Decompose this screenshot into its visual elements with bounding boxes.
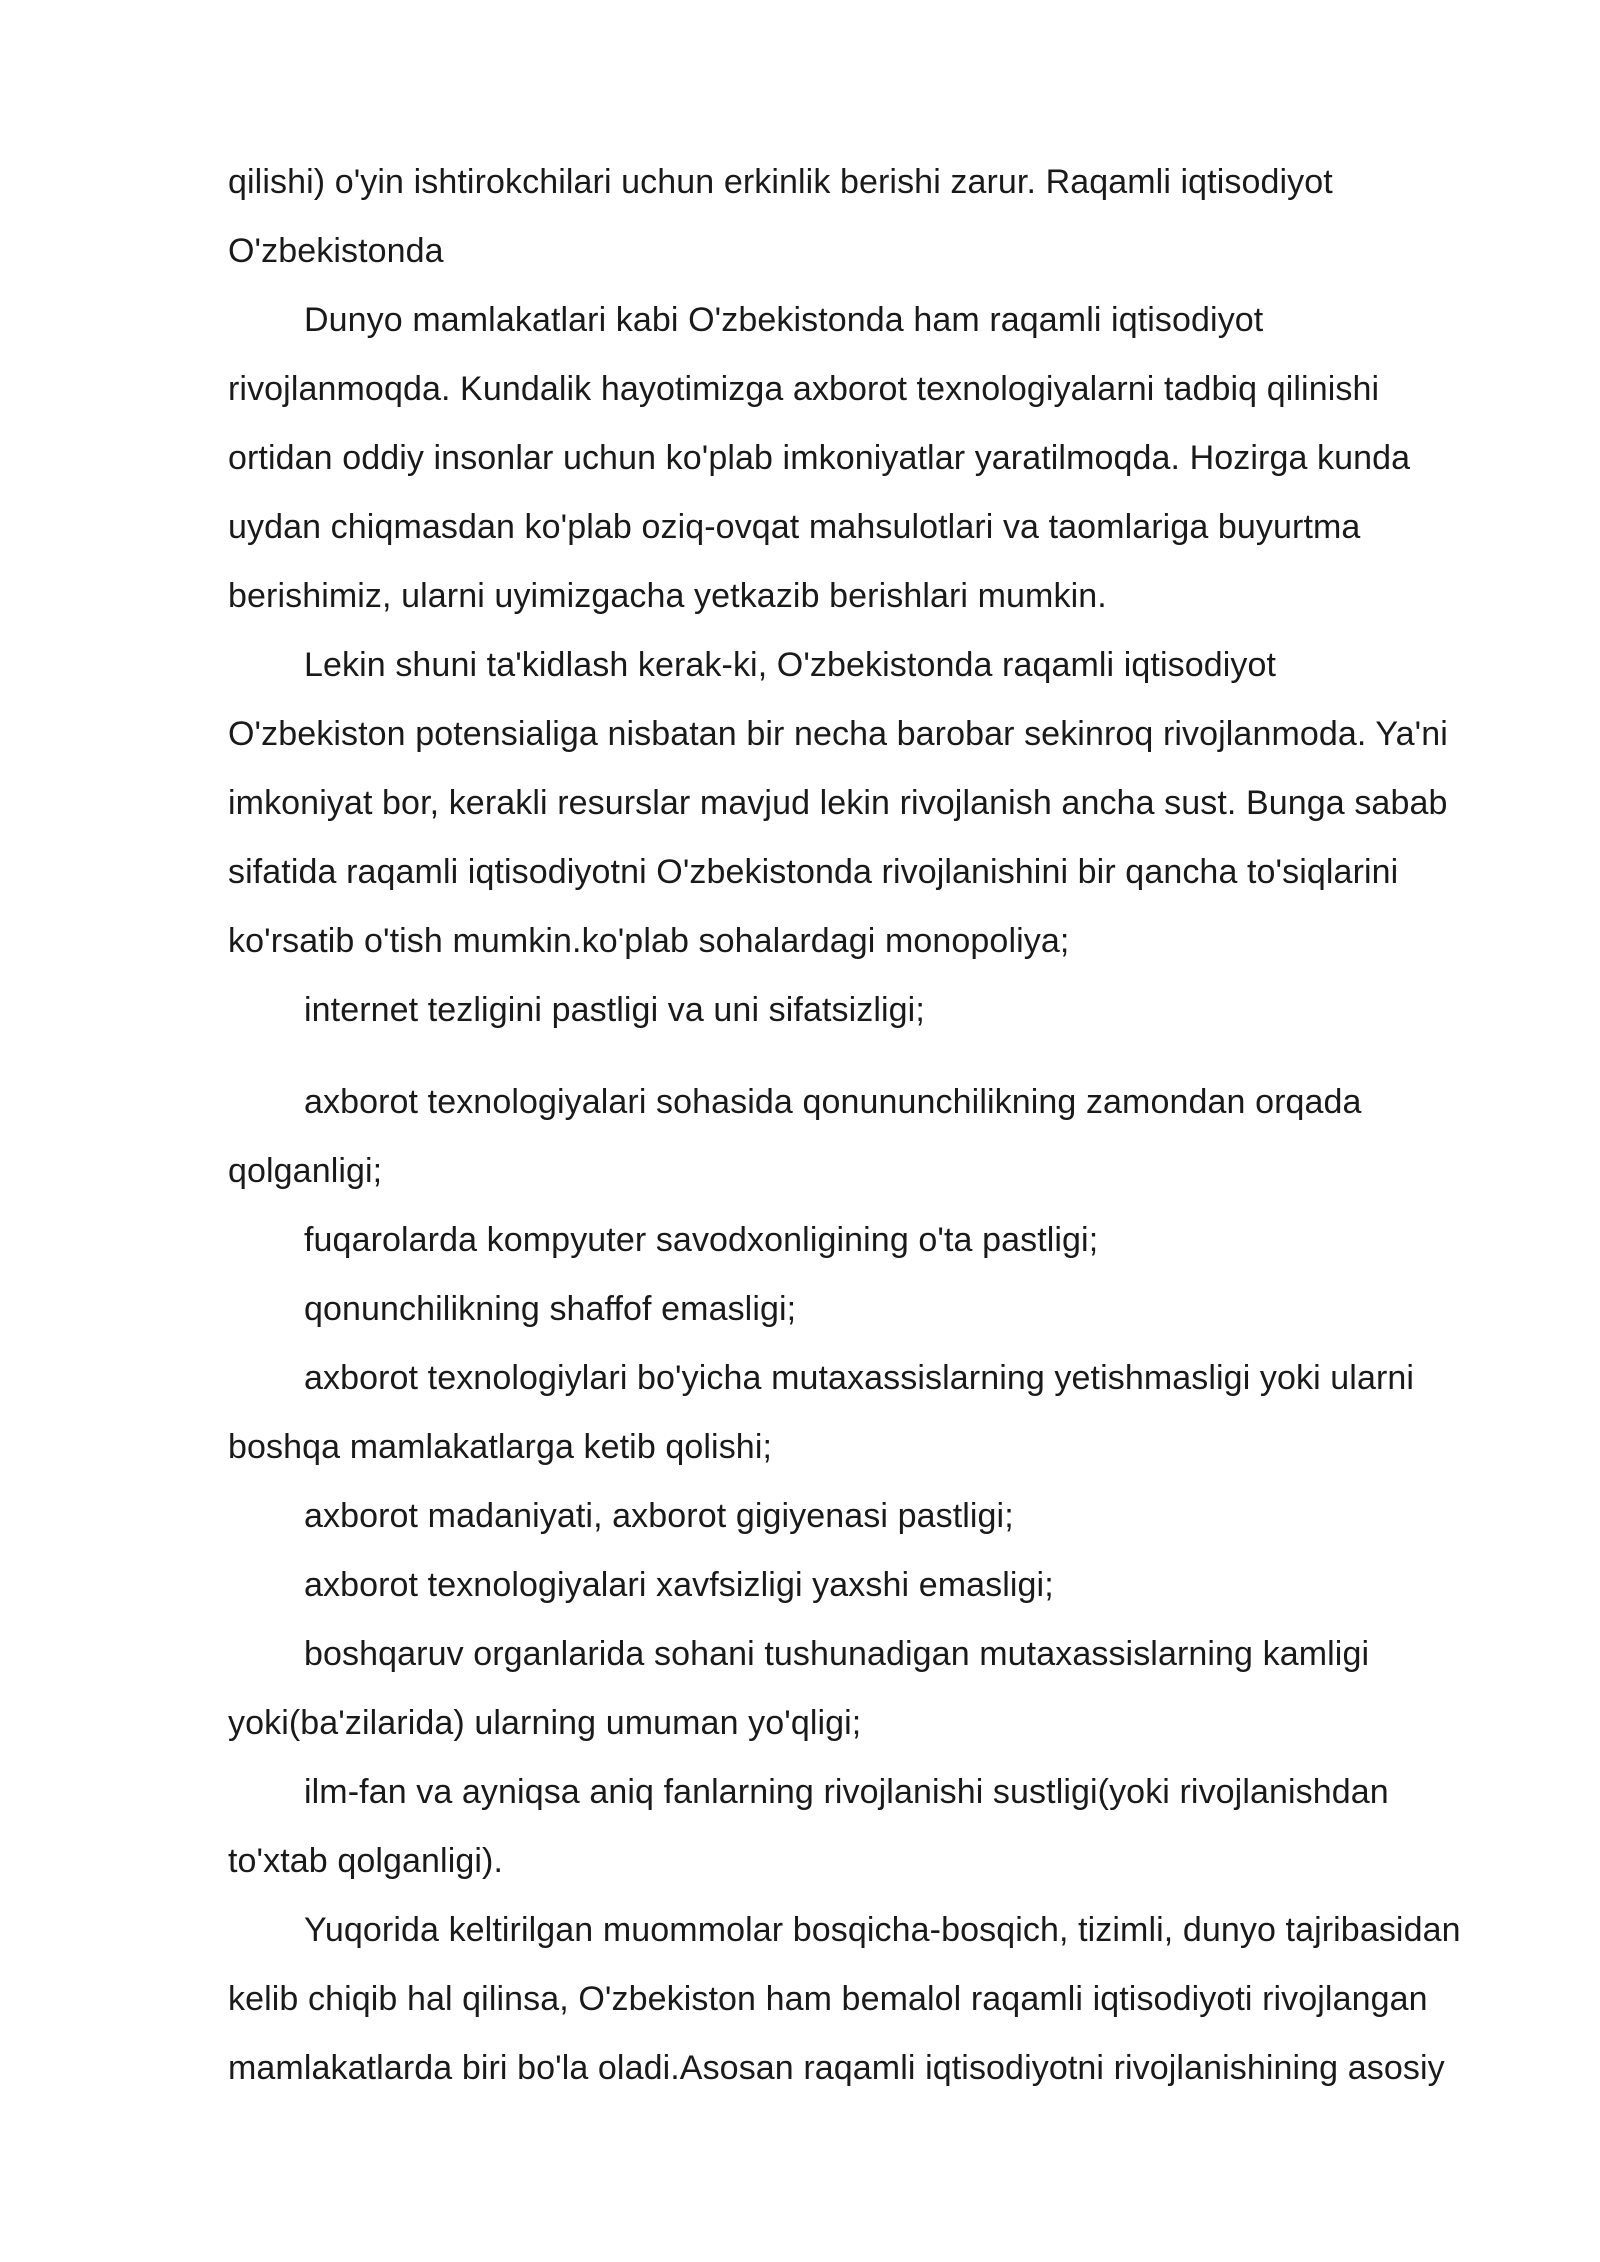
text-line: boshqa mamlakatlarga ketib qolishi; <box>228 1428 773 1466</box>
text-line: mamlakatlarda biri bo'la oladi.Asosan raqamli iqtisodiyotni rivojlanishining asosiy <box>228 2049 1445 2087</box>
text-line: yoki(ba'zilarida) ularning umuman yo'qligi; <box>228 1704 862 1742</box>
list-item-line: axborot texnologiyalari sohasida qonununchilikning zamondan orqada <box>304 1083 1362 1121</box>
text-line: imkoniyat bor, kerakli resurslar mavjud lekin rivojlanish ancha sust. Bunga sabab <box>228 784 1448 822</box>
text-line: rivojlanmoqda. Kundalik hayotimizga axborot texnologiyalarni tadbiq qilinishi <box>228 370 1380 408</box>
list-item-line: axborot texnologiyalari xavfsizligi yaxshi emasligi; <box>304 1566 1054 1604</box>
text-line: to'xtab qolganligi). <box>228 1842 503 1880</box>
text-line: O'zbekiston potensialiga nisbatan bir necha barobar sekinroq rivojlanmoda. Ya'ni <box>228 715 1448 753</box>
list-item-line: axborot madaniyati, axborot gigiyenasi pastligi; <box>304 1497 1014 1535</box>
list-item-line: fuqarolarda kompyuter savodxonligining o'ta pastligi; <box>304 1221 1099 1259</box>
text-line: O'zbekistonda <box>228 232 444 270</box>
list-item-line: internet tezligini pastligi va uni sifatsizligi; <box>304 991 925 1029</box>
text-line: ko'rsatib o'tish mumkin.ko'plab sohalardagi monopoliya; <box>228 922 1070 960</box>
paragraph-first-line: Lekin shuni ta'kidlash kerak-ki, O'zbekistonda raqamli iqtisodiyot <box>304 646 1277 684</box>
text-line: berishimiz, ularni uyimizgacha yetkazib berishlari mumkin. <box>228 577 1107 615</box>
text-line: qolganligi; <box>228 1152 383 1190</box>
text-line: qilishi) o'yin ishtirokchilari uchun erkinlik berishi zarur. Raqamli iqtisodiyot <box>228 163 1333 201</box>
text-line: sifatida raqamli iqtisodiyotni O'zbekistonda rivojlanishini bir qancha to'siqlarini <box>228 853 1399 891</box>
list-item-line: ilm-fan va ayniqsa aniq fanlarning rivojlanishi sustligi(yoki rivojlanishdan <box>304 1773 1389 1811</box>
list-item-line: boshqaruv organlarida sohani tushunadigan mutaxassislarning kamligi <box>304 1635 1370 1673</box>
text-line: uydan chiqmasdan ko'plab oziq-ovqat mahsulotlari va taomlariga buyurtma <box>228 508 1361 546</box>
text-line: ortidan oddiy insonlar uchun ko'plab imkoniyatlar yaratilmoqda. Hozirga kunda <box>228 439 1411 477</box>
paragraph-gap <box>228 1045 1500 1068</box>
document-page <box>228 148 1500 2103</box>
paragraph-first-line: Dunyo mamlakatlari kabi O'zbekistonda ham raqamli iqtisodiyot <box>304 301 1264 339</box>
list-item-line: qonunchilikning shaffof emasligi; <box>304 1290 797 1328</box>
text-line: kelib chiqib hal qilinsa, O'zbekiston ham bemalol raqamli iqtisodiyoti rivojlangan <box>228 1980 1428 2018</box>
paragraph-first-line: Yuqorida keltirilgan muommolar bosqicha-bosqich, tizimli, dunyo tajribasidan <box>304 1911 1461 1949</box>
list-item-line: axborot texnologiylari bo'yicha mutaxassislarning yetishmasligi yoki ularni <box>304 1359 1415 1397</box>
